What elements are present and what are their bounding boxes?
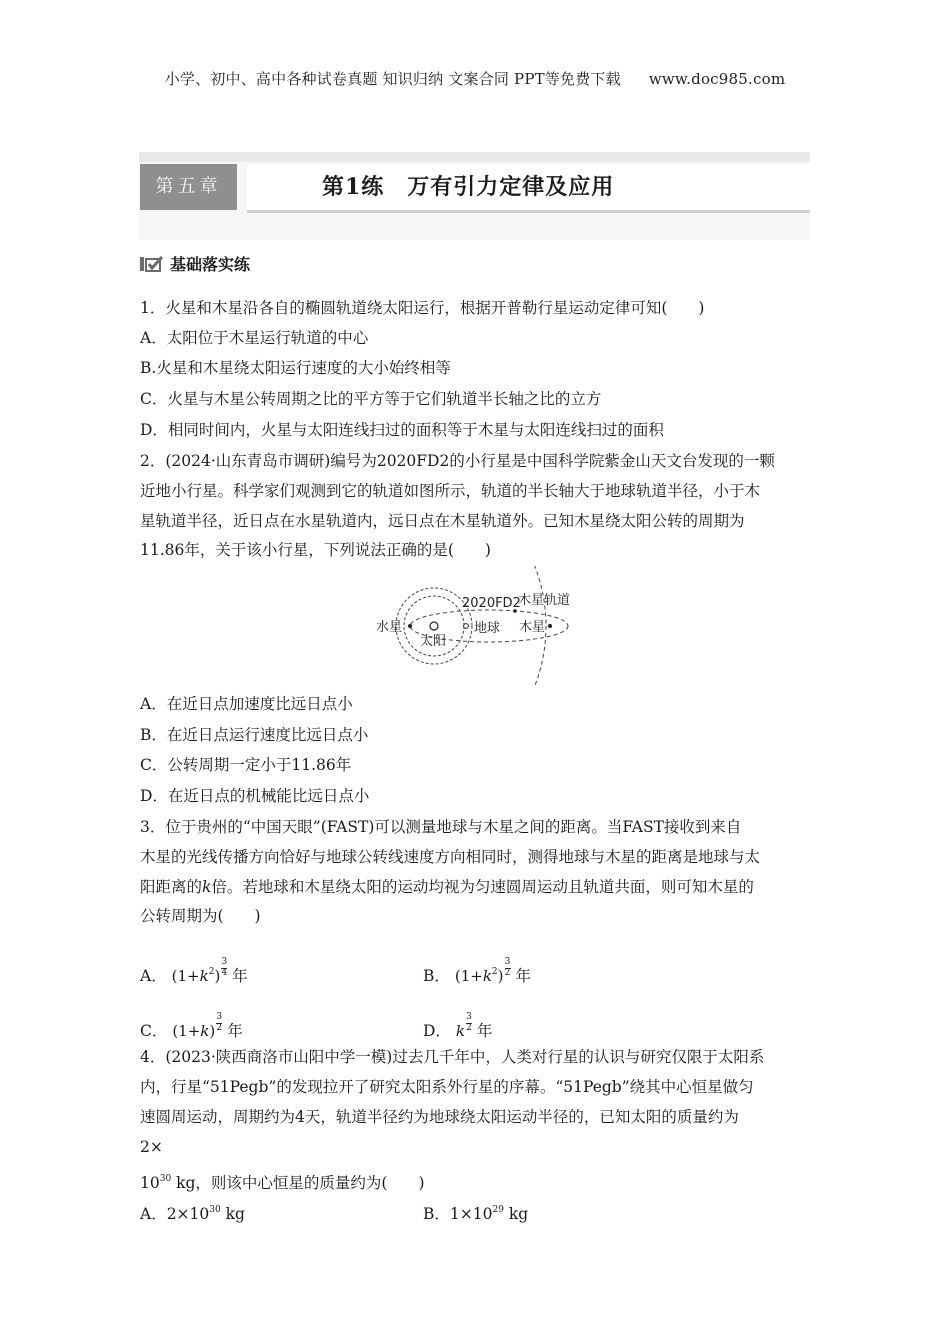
- q4-stem-line1: 4．(2023·陕西商洛市山阳中学一模)过去几千年中，人类对行星的认识与研究仅限于太阳系: [140, 1048, 765, 1066]
- q3-option-a[interactable]: A． $(1+k^2)$ $\frac{3}{4}$ 年: [140, 957, 248, 985]
- label-mercury: 水星: [376, 620, 403, 635]
- q1-stem: 1．火星和木星沿各自的椭圆轨道绕太阳运行，根据开普勒行星运动定律可知( ): [140, 299, 705, 317]
- q2-option-c[interactable]: C．公转周期一定小于11.86年: [140, 756, 352, 774]
- q4-stem-line2: 内，行星“51Pegb”的发现拉开了研究太阳系外行星的序幕。“51Pegb”绕其中心恒星做匀: [140, 1078, 754, 1096]
- jupiter-marker: [548, 624, 552, 628]
- q2-option-a[interactable]: A．在近日点加速度比远日点小: [140, 695, 353, 713]
- chapter-label: 第五章: [140, 164, 237, 210]
- q3-stem-line2: 木星的光线传播方向恰好与地球公转线速度方向相同时，测得地球与木星的距离是地球与太: [140, 848, 761, 866]
- header-tagline: 小学、初中、高中各种试卷真题 知识归纳 文案合同 PPT等免费下载: [164, 70, 621, 88]
- header-site-link[interactable]: www.doc985.com: [648, 70, 786, 88]
- label-earth: 地球: [474, 621, 501, 636]
- q4-stem-line4: 2×: [140, 1138, 163, 1156]
- label-sun: 太阳: [420, 634, 447, 649]
- label-asteroid: 2020FD2: [462, 596, 521, 611]
- title-box: [247, 164, 810, 213]
- q3-option-c[interactable]: C． (1+k) $\frac{3}{2}$ 年: [140, 1012, 243, 1040]
- q3-option-b[interactable]: B． $(1+k^2)$ $\frac{3}{2}$ 年: [423, 957, 531, 985]
- q3-stem-line1: 3．位于贵州的“中国天眼”(FAST)可以测量地球与木星之间的距离。当FAST接收到来自: [140, 818, 742, 836]
- q2-stem-line4: 11.86年，关于该小行星，下列说法正确的是( ): [140, 541, 491, 559]
- page-title: 第1练 万有引力定律及应用: [322, 174, 615, 200]
- q2-stem-line3: 星轨道半径，近日点在水星轨道内，远日点在木星轨道外。已知木星绕太阳公转的周期为: [140, 512, 745, 530]
- section-title: 基础落实练: [170, 255, 251, 274]
- q4-stem-line3: 速圆周运动，周期约为4天，轨道半径约为地球绕太阳运动半径的，已知太阳的质量约为: [140, 1108, 739, 1126]
- q2-stem-line1: 2．(2024·山东青岛市调研)编号为2020FD2的小行星是中国科学院紫金山天文台发现的一颗: [140, 452, 775, 470]
- q3-option-d[interactable]: D． k $\frac{3}{2}$ 年: [423, 1012, 493, 1040]
- q4-option-b[interactable]: B．$1\times 10^{29}$ kg: [423, 1205, 529, 1223]
- q1-option-b[interactable]: B.火星和木星绕太阳运行速度的大小始终相等: [140, 359, 451, 377]
- page-header: [0, 68, 950, 89]
- q3-variable-k: k: [202, 878, 212, 896]
- q1-option-c[interactable]: C．火星与木星公转周期之比的平方等于它们轨道半长轴之比的立方: [140, 390, 602, 408]
- q2-stem-line2: 近地小行星。科学家们观测到它的轨道如图所示，轨道的半长轴大于地球轨道半径，小于木: [140, 482, 761, 500]
- orbit-diagram: [368, 566, 588, 686]
- q2-option-d[interactable]: D．在近日点的机械能比远日点小: [140, 787, 370, 805]
- label-jupiter-orbit: 木星轨道: [518, 593, 571, 608]
- q1-option-a[interactable]: A．太阳位于木星运行轨道的中心: [140, 329, 369, 347]
- q4-option-a[interactable]: A．$2\times 10^{30}$ kg: [140, 1205, 245, 1223]
- q2-option-b[interactable]: B．在近日点运行速度比远日点小: [140, 726, 369, 744]
- q4-stem-line5: $10^{30}$ kg，则该中心恒星的质量约为( ): [140, 1174, 425, 1192]
- section-heading: [140, 254, 250, 276]
- q3-stem-line3: 阳距离的k倍。若地球和木星绕太阳的运动均视为匀速圆周运动且轨道共面，则可知木星的: [140, 878, 754, 896]
- earth-marker: [464, 624, 469, 629]
- q1-option-d[interactable]: D．相同时间内，火星与太阳连线扫过的面积等于木星与太阳连线扫过的面积: [140, 421, 664, 439]
- label-jupiter: 木星: [519, 620, 546, 635]
- mercury-marker: [408, 624, 412, 628]
- checklist-icon: [140, 255, 164, 273]
- sun-marker: [430, 622, 438, 630]
- q3-stem-line4: 公转周期为( ): [140, 907, 261, 925]
